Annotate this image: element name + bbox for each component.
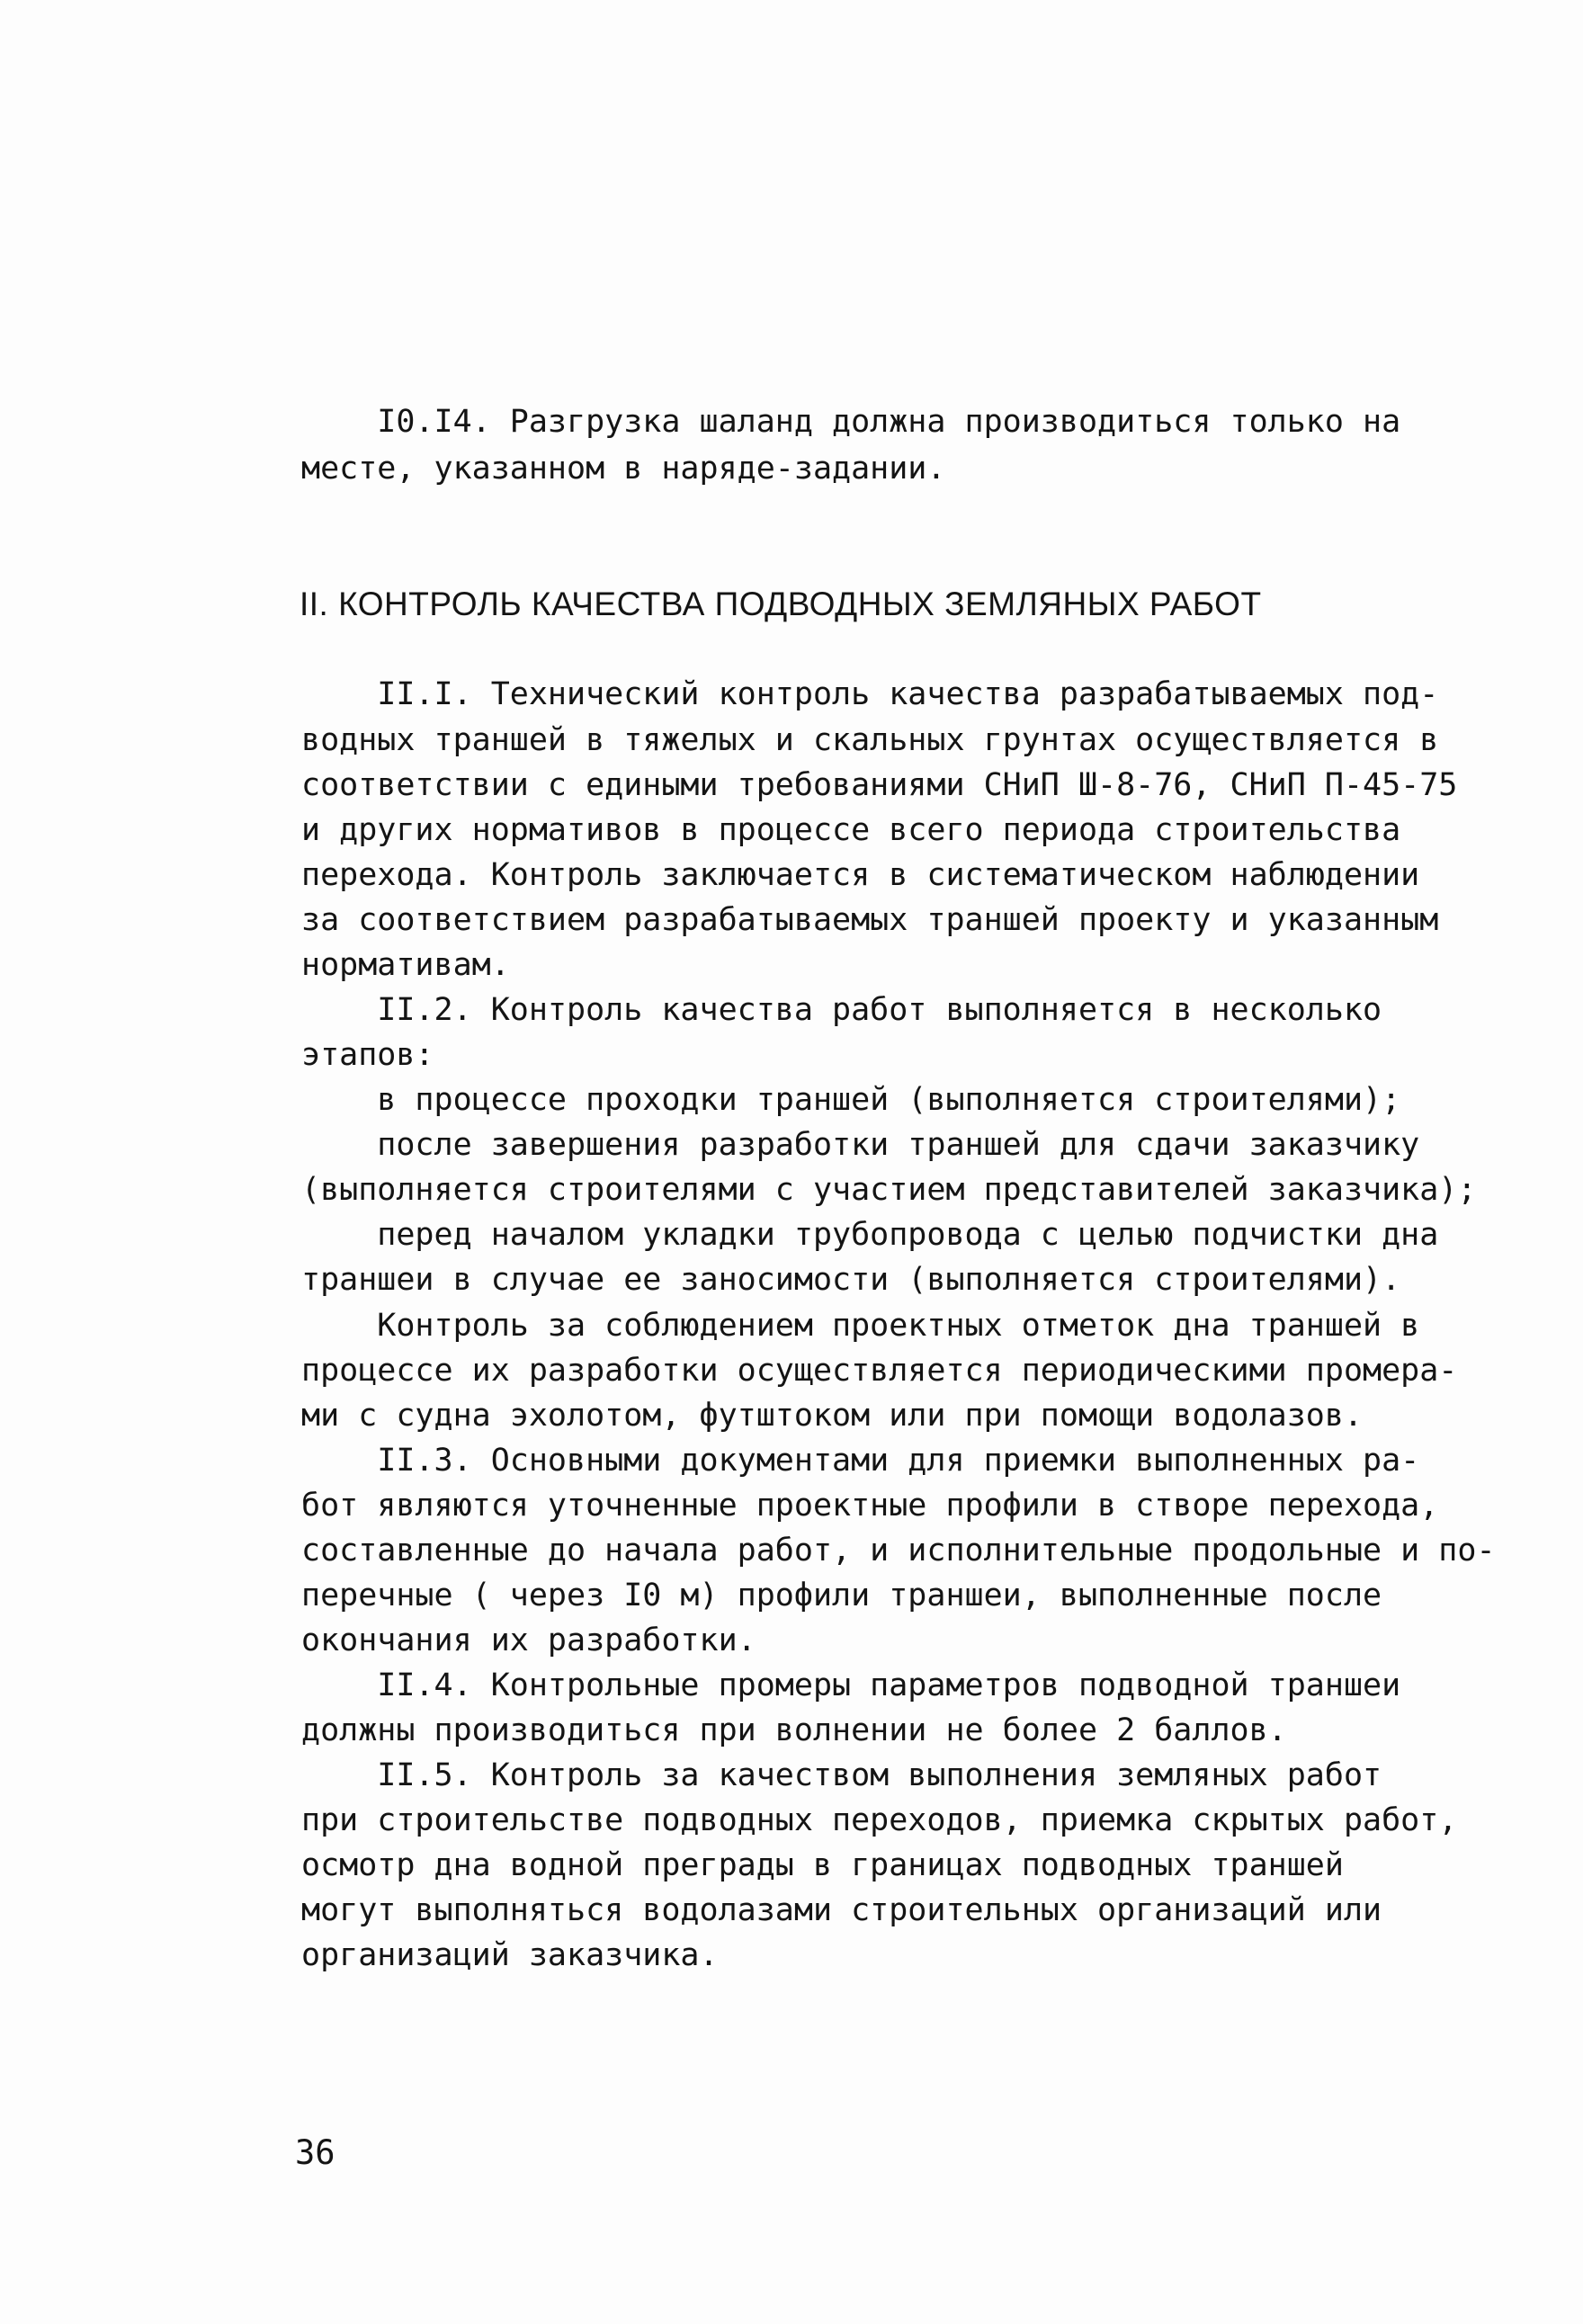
body-line: и других нормативов в процессе всего периода строительства xyxy=(301,812,1401,848)
body-line: после завершения разработки траншей для сдачи заказчику xyxy=(301,1127,1420,1163)
body-line: нормативам. xyxy=(301,947,510,983)
body-line: осмотр дна водной преграды в границах подводных траншей xyxy=(301,1847,1344,1883)
body-line: этапов: xyxy=(301,1037,434,1073)
body-line: Контроль за соблюдением проектных отметок дна траншей в xyxy=(301,1308,1420,1344)
paragraph-10-14-line-2: месте, указанном в наряде-задании. xyxy=(301,451,946,487)
body-line: II.I. Технический контроль качества разрабатываемых под- xyxy=(301,676,1439,712)
body-line: при строительстве подводных переходов, приемка скрытых работ, xyxy=(301,1802,1458,1838)
body-line: соответствии с едиными требованиями СНиП Ш-8-76, СНиП П-45-75 xyxy=(301,767,1458,803)
body-line: составленные до начала работ, и исполнительные продольные и по- xyxy=(301,1533,1496,1569)
body-line: траншеи в случае ее заносимости (выполняется строителями). xyxy=(301,1262,1401,1298)
body-line: II.3. Основными документами для приемки выполненных ра- xyxy=(301,1443,1420,1479)
body-line: процессе их разработки осуществляется периодическими промера- xyxy=(301,1353,1458,1389)
body-line: II.4. Контрольные промеры параметров подводной траншеи xyxy=(301,1667,1401,1703)
body-line: организаций заказчика. xyxy=(301,1937,719,1973)
page-number: 36 xyxy=(295,2133,335,2172)
paragraph-10-14-line-1: I0.I4. Разгрузка шаланд должна производиться только на xyxy=(301,404,1401,440)
body-line: (выполняется строителями с участием представителей заказчика); xyxy=(301,1172,1477,1208)
body-line: II.2. Контроль качества работ выполняется в несколько xyxy=(301,992,1382,1028)
body-line: должны производиться при волнении не более 2 баллов. xyxy=(301,1712,1287,1748)
body-line: перед началом укладки трубопровода с целью подчистки дна xyxy=(301,1217,1439,1253)
body-line: перечные ( через I0 м) профили траншеи, выполненные после xyxy=(301,1578,1382,1613)
body-line: перехода. Контроль заключается в систематическом наблюдении xyxy=(301,857,1420,893)
body-line: могут выполняться водолазами строительных организаций или xyxy=(301,1892,1382,1928)
body-line: в процессе проходки траншей (выполняется строителями); xyxy=(301,1082,1401,1118)
body-line: за соответствием разрабатываемых траншей проекту и указанным xyxy=(301,902,1439,938)
body-line: ми с судна эхолотом, футштоком или при помощи водолазов. xyxy=(301,1398,1364,1434)
body-line: окончания их разработки. xyxy=(301,1622,756,1658)
section-heading: II. КОНТРОЛЬ КАЧЕСТВА ПОДВОДНЫХ ЗЕМЛЯНЫХ РАБОТ xyxy=(300,585,1262,622)
body-line: II.5. Контроль за качеством выполнения земляных работ xyxy=(301,1757,1382,1793)
body-line: бот являются уточненные проектные профили в створе перехода, xyxy=(301,1488,1439,1524)
body-line: водных траншей в тяжелых и скальных грунтах осуществляется в xyxy=(301,722,1439,758)
